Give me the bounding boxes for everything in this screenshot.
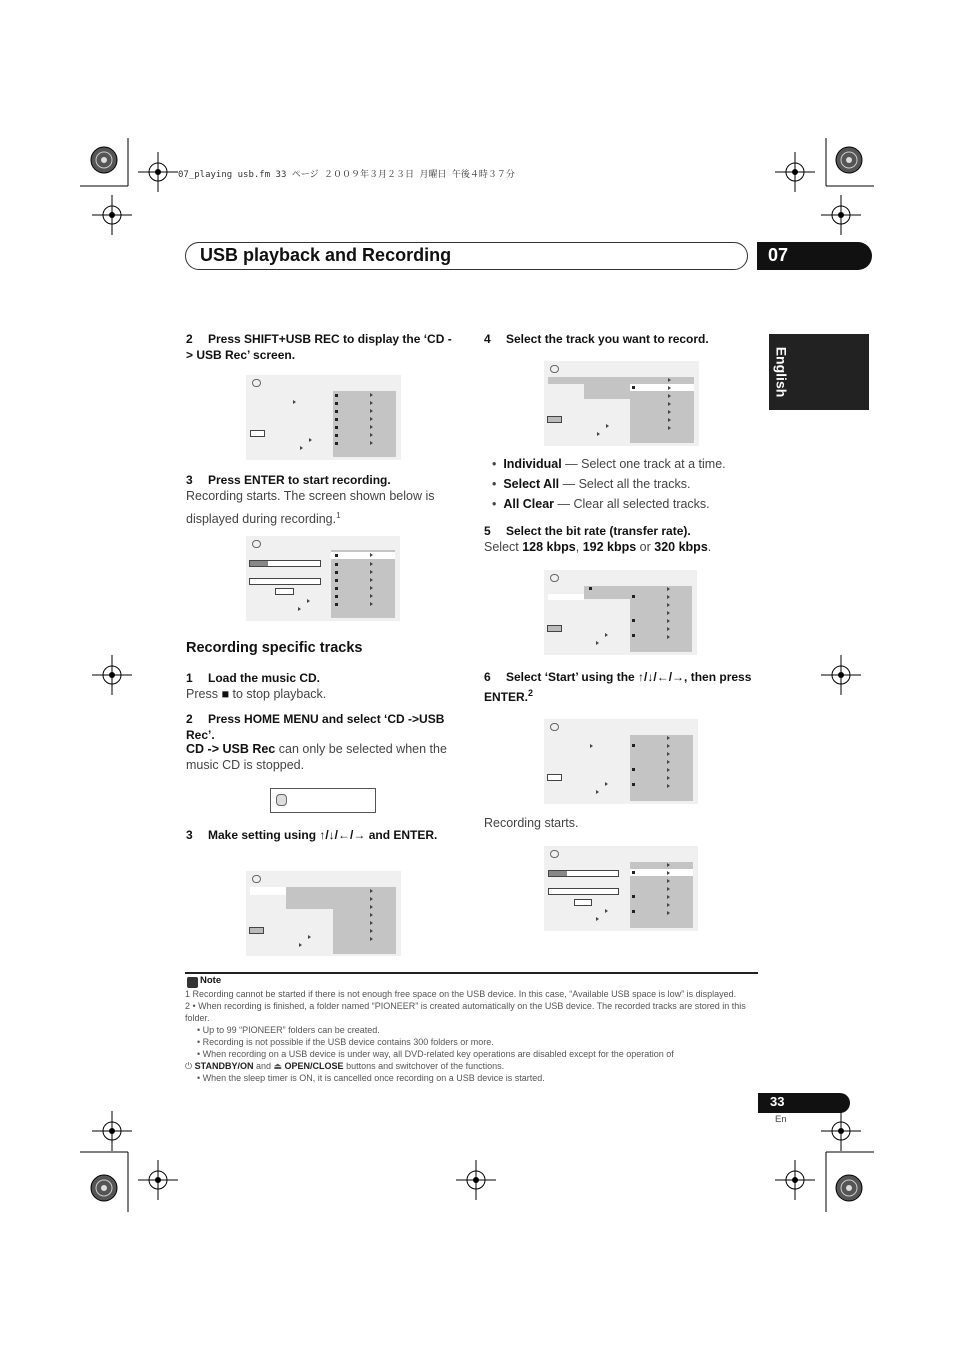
chapter-number: 07 [768,245,789,265]
option-select-all: • Select All — Select all the tracks. [492,477,691,491]
screen-settings [246,871,401,956]
page-number: 33 [770,1094,785,1109]
footnote-2: 2 • When recording is finished, a folder named “PIONEER” is created automatically on the USB device. The recorded tracks are stored in this folder. [185,1001,746,1023]
section-title: Recording specific tracks [186,640,363,656]
step-3-description: Recording starts. The screen shown below is displayed during recording.$^1$ [186,489,435,527]
standby-icon: ⏻ [185,1061,193,1071]
step-6: 6 Select ‘Start’ using the ↑/↓/←/→, then press ENTER.$^2$ [484,670,752,704]
screen-bit-rate [544,570,697,655]
note-title: Note [200,975,222,986]
option-all-clear: • All Clear — Clear all selected tracks. [492,497,710,511]
rs-step-1-description: Press ■ to stop playback. [186,687,327,701]
rs-step-2: 2 Press HOME MENU and select ‘CD ->USB Rec’. [186,712,445,742]
footnote-2-bullet-3-cont: ⏻ STANDBY/ON and ⏏ OPEN/CLOSE buttons and switchover of the functions. [185,1061,505,1071]
note-icon [187,977,198,988]
page-title: USB playback and Recording [200,245,452,265]
language-tab-label: English [773,346,789,398]
step-3: 3 Press ENTER to start recording. [186,473,391,487]
selection-options [492,454,762,514]
step-5: 5 Select the bit rate (transfer rate). [484,524,691,538]
footnote-2-bullet-1: • Up to 99 “PIONEER” folders can be created. [197,1025,380,1035]
home-menu-bar [270,788,376,813]
footnotes [185,988,760,1084]
step-5-description: Select 128 kbps, 192 kbps or 320 kbps. [484,540,712,554]
footnote-2-bullet-2: • Recording is not possible if the USB device contains 300 folders or more. [197,1037,494,1047]
screen-recording [246,536,400,621]
screen-track-select [544,361,699,446]
eject-icon: ⏏ [273,1061,283,1071]
footnote-2-bullet-3: • When recording on a USB device is under way, all DVD-related key operations are disabled except for the operation of [197,1049,674,1059]
file-info: 07_playing usb.fm 33 ページ ２００９年３月２３日 月曜日 午後４時３７分 [178,170,515,180]
disc-icon [276,794,287,806]
screen-start [544,719,698,804]
rs-step-2-description: CD -> USB Rec can only be selected when the music CD is stopped. [186,742,447,772]
page-language: En [775,1114,787,1125]
rs-step-1: 1 Load the music CD. [186,671,321,685]
footnote-1: 1 Recording cannot be started if there is not enough free space on the USB device. In this case, “Available USB space is low” is displayed. [185,989,737,999]
footnote-2-bullet-4: • When the sleep timer is ON, it is cancelled once recording on a USB device is started. [197,1073,545,1083]
option-individual: • Individual — Select one track at a time. [492,457,726,471]
note-divider [185,972,758,974]
step-2: 2 Press SHIFT+USB REC to display the ‘CD -> USB Rec’ screen. [186,332,452,362]
recording-starts: Recording starts. [484,816,579,830]
screen-cd-usb-rec [246,375,401,460]
screen-recording-progress [544,846,698,931]
step-4: 4 Select the track you want to record. [484,332,709,346]
stop-icon: ■ [221,687,229,701]
rs-step-3: 3 Make setting using ↑/↓/←/→ and ENTER. [186,828,438,842]
